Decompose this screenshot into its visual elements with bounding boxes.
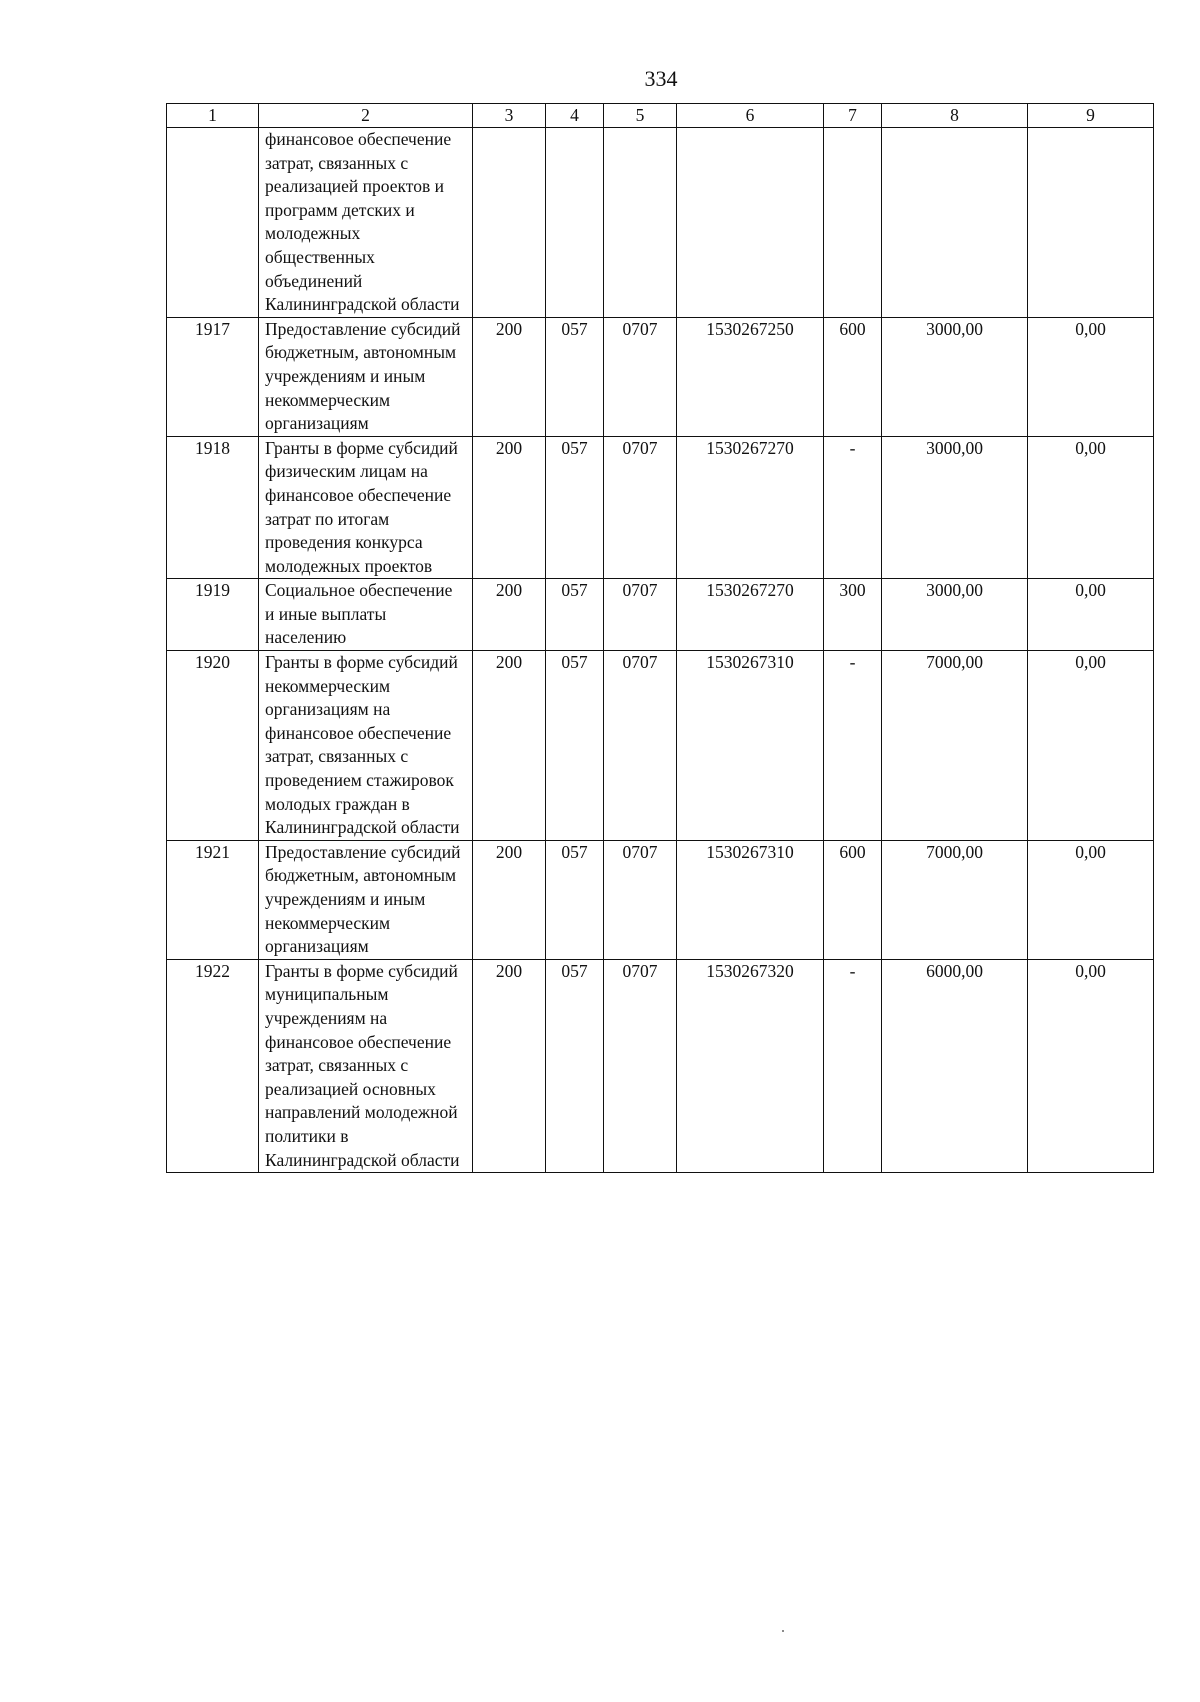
row-col9: 0,00	[1028, 436, 1154, 579]
row-number: 1918	[167, 436, 259, 579]
row-col3: 200	[473, 959, 546, 1172]
table-row	[167, 128, 1154, 318]
table-row	[167, 959, 1154, 1172]
row-name: Гранты в форме субсидий муниципальным учреждениям на финансовое обеспечение затрат, связанных с реализацией основных направлений молодежной политики в Калининградской области	[259, 959, 473, 1172]
row-col3: 200	[473, 317, 546, 436]
scan-speck	[782, 1630, 784, 1632]
row-col8: 7000,00	[882, 651, 1028, 841]
row-col6: 1530267250	[677, 317, 824, 436]
row-col8: 3000,00	[882, 579, 1028, 651]
row-col6	[677, 128, 824, 318]
row-col7: -	[824, 651, 882, 841]
row-col7	[824, 128, 882, 318]
row-col7: -	[824, 436, 882, 579]
row-col4: 057	[546, 436, 604, 579]
row-number: 1921	[167, 840, 259, 959]
row-name: Социальное обеспечение и иные выплаты населению	[259, 579, 473, 651]
column-header: 3	[473, 104, 546, 128]
budget-table	[166, 103, 1154, 1173]
row-col5: 0707	[604, 317, 677, 436]
row-col5: 0707	[604, 579, 677, 651]
row-number: 1920	[167, 651, 259, 841]
row-name: Гранты в форме субсидий физическим лицам на финансовое обеспечение затрат по итогам проведения конкурса молодежных проектов	[259, 436, 473, 579]
row-col8	[882, 128, 1028, 318]
row-col4	[546, 128, 604, 318]
column-header: 2	[259, 104, 473, 128]
row-col3: 200	[473, 651, 546, 841]
row-col7: -	[824, 959, 882, 1172]
table-row	[167, 317, 1154, 436]
row-col4: 057	[546, 651, 604, 841]
row-col7: 600	[824, 840, 882, 959]
column-header: 8	[882, 104, 1028, 128]
header-row	[167, 104, 1154, 128]
row-number: 1922	[167, 959, 259, 1172]
table-row	[167, 651, 1154, 841]
row-col6: 1530267310	[677, 651, 824, 841]
row-col9: 0,00	[1028, 959, 1154, 1172]
row-col3: 200	[473, 579, 546, 651]
row-col9: 0,00	[1028, 840, 1154, 959]
row-col7: 300	[824, 579, 882, 651]
row-col9: 0,00	[1028, 651, 1154, 841]
row-col5	[604, 128, 677, 318]
row-col4: 057	[546, 840, 604, 959]
row-col9: 0,00	[1028, 579, 1154, 651]
row-col5: 0707	[604, 436, 677, 579]
row-col3: 200	[473, 436, 546, 579]
row-col8: 7000,00	[882, 840, 1028, 959]
row-name: Предоставление субсидий бюджетным, автономным учреждениям и иным некоммерческим организациям	[259, 840, 473, 959]
table-row	[167, 579, 1154, 651]
row-col8: 3000,00	[882, 436, 1028, 579]
row-col6: 1530267320	[677, 959, 824, 1172]
column-header: 1	[167, 104, 259, 128]
row-col4: 057	[546, 579, 604, 651]
row-col5: 0707	[604, 959, 677, 1172]
row-col4: 057	[546, 317, 604, 436]
table-row	[167, 840, 1154, 959]
row-name: финансовое обеспечение затрат, связанных с реализацией проектов и программ детских и молодежных общественных объединений Калининградской области	[259, 128, 473, 318]
row-col9	[1028, 128, 1154, 318]
row-col8: 3000,00	[882, 317, 1028, 436]
column-header: 6	[677, 104, 824, 128]
row-col5: 0707	[604, 651, 677, 841]
column-header: 9	[1028, 104, 1154, 128]
page-number: 334	[644, 66, 678, 91]
column-header: 4	[546, 104, 604, 128]
row-col7: 600	[824, 317, 882, 436]
row-number	[167, 128, 259, 318]
row-col6: 1530267310	[677, 840, 824, 959]
row-col4: 057	[546, 959, 604, 1172]
row-name: Гранты в форме субсидий некоммерческим организациям на финансовое обеспечение затрат, связанных с проведением стажировок молодых граждан в Калининградской области	[259, 651, 473, 841]
row-number: 1919	[167, 579, 259, 651]
row-col9: 0,00	[1028, 317, 1154, 436]
column-header: 7	[824, 104, 882, 128]
column-header: 5	[604, 104, 677, 128]
row-col3	[473, 128, 546, 318]
row-col6: 1530267270	[677, 436, 824, 579]
row-col3: 200	[473, 840, 546, 959]
row-name: Предоставление субсидий бюджетным, автономным учреждениям и иным некоммерческим организациям	[259, 317, 473, 436]
row-col6: 1530267270	[677, 579, 824, 651]
row-number: 1917	[167, 317, 259, 436]
row-col5: 0707	[604, 840, 677, 959]
table-row	[167, 436, 1154, 579]
row-col8: 6000,00	[882, 959, 1028, 1172]
